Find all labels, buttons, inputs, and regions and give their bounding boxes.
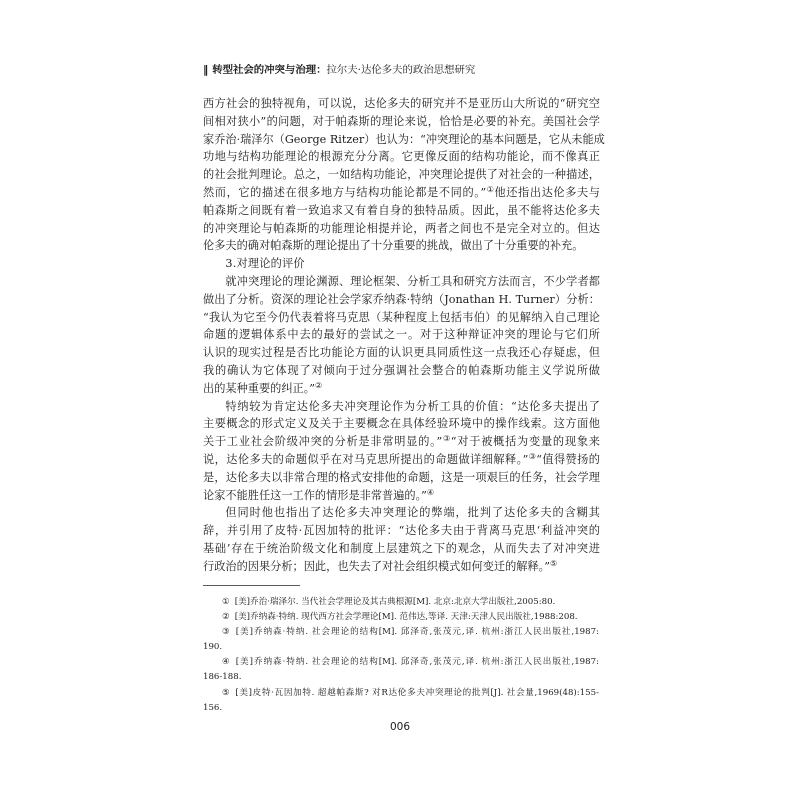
footnote-text: [美]乔纳森·特纳. 社会理论的结构[M]. 邱泽奇,张茂元,译. 杭州:浙江人民出版社,1987: — [235, 626, 599, 637]
paragraph-3 — [203, 398, 600, 505]
body-line: 伦多夫的确对帕森斯的理论提出了十分重要的挑战，做出了十分重要的补充。 — [203, 239, 584, 253]
footnote-ref: ③ — [442, 434, 451, 444]
footnote-continuation: 156. — [203, 702, 223, 713]
footnote-ref: ④ — [426, 487, 434, 497]
body-line: 主要概念的形式定义及关于主要概念在具体经验环境中的操作线索。这方面他 — [203, 417, 600, 431]
text-run: 出的某种重要的纠正。” — [203, 381, 315, 395]
section-heading: 3.对理论的评价 — [225, 257, 305, 271]
text-run: 他还指出达伦多夫与 — [494, 185, 600, 199]
paragraph-2 — [203, 273, 600, 398]
footnote — [203, 655, 599, 670]
running-header — [203, 62, 475, 78]
text-run: 然而，它的描述在很多地方与结构功能论都是不同的。” — [203, 185, 487, 199]
footnote-divider — [203, 585, 300, 586]
body-line: 认识的现实过程是否比功能论方面的认识更具同质性这一点我还心存疑虑，但 — [203, 346, 600, 360]
body-line: 命题的逻辑体系中去的最好的尝试之一。对于这种辩证冲突的理论与它们所 — [203, 328, 600, 342]
body-line — [203, 380, 600, 398]
footnote-continuation: 186-188. — [203, 672, 242, 683]
header-bar-mark: ‖ — [203, 64, 209, 76]
text-run: 论家不能胜任这一工作的情形是非常普遍的。” — [203, 488, 427, 502]
footnote-text: [美]乔纳森·特纳. 社会理论的结构[M]. 邱泽奇,张茂元,译. 杭州:浙江人民出版社,1987: — [235, 657, 599, 668]
body-line: 就冲突理论的理论渊源、理论框架、分析工具和研究方法而言，不少学者都 — [225, 274, 600, 288]
text-run: “值得赞扬的 — [536, 452, 600, 466]
body-line: 西方社会的独特视角，可以说，达伦多夫的研究并不是亚历山大所说的“研究空 — [203, 97, 600, 110]
footnote — [203, 610, 599, 625]
footnote — [203, 686, 599, 701]
footnote-ref: ② — [315, 380, 323, 390]
body-line — [203, 558, 600, 576]
footnote-mark: ④ — [222, 657, 231, 668]
text-run: “对于被概括为变量的现象来 — [450, 435, 600, 449]
body-line: 家乔治·瑞泽尔（George Ritzer）也认为：“冲突理论的基本问题是，它从未能成 — [203, 132, 605, 146]
body-line — [203, 184, 600, 202]
footnote-continuation: 190. — [203, 642, 223, 653]
body-line: 功地与结构功能理论的根源充分分离。它更像反面的结构功能论，而不像真正 — [203, 150, 600, 164]
paragraph-4 — [203, 504, 600, 575]
body-line — [203, 451, 600, 469]
footnote-mark: ⑤ — [222, 687, 231, 698]
footnote — [203, 595, 599, 610]
body-line: 间相对狭小”的问题，对于帕森斯的理论来说，恰恰是必要的补充。美国社会学 — [203, 114, 600, 128]
body-line: 我的确认为它体现了对倾向于过分强调社会整合的帕森斯功能主义学说所做 — [203, 363, 600, 377]
body-line: 的社会批判理论。总之，一如结构功能论，冲突理论提供了对社会的一种描述， — [203, 168, 600, 182]
body-line: “我认为它至今仍代表着将马克思（某种程度上包括韦伯）的见解纳入自己理论 — [203, 310, 600, 324]
body-text — [203, 95, 605, 576]
footnotes — [203, 595, 599, 717]
body-line — [203, 487, 600, 505]
text-run: 关于工业社会阶级冲突的分析是非常明显的。” — [203, 435, 443, 449]
footnote-ref: ⑤ — [549, 558, 557, 568]
body-line: 做出了分析。资深的理论社会学家乔纳森·特纳（Jonathan H. Turner）分析： — [203, 292, 600, 306]
body-line: 特纳较为肯定达伦多夫冲突理论作为分析工具的价值：“达伦多夫提出了 — [225, 399, 600, 413]
body-line: 辞，并引用了皮特·瓦因加特的批评：“达伦多夫由于背离马克思‘利益冲突的 — [203, 524, 600, 538]
body-line — [203, 433, 600, 451]
text-run: 说，达伦多夫的命题似乎在对马克思所提出的命题做详细解释。” — [203, 452, 529, 466]
footnote-text: [美]乔纳森·特纳. 现代西方社会学理论[M]. 范伟达,等译. 天津:天津人民出版社,1988:208. — [234, 611, 578, 622]
footnote-ref: ① — [486, 185, 495, 195]
body-line: 基础’存在于统治阶级文化和制度上层建筑之下的观念，从而失去了对冲突进 — [203, 541, 600, 555]
footnote — [203, 625, 599, 640]
footnote-ref: ③ — [528, 452, 537, 462]
paragraph-1 — [203, 95, 605, 255]
footnote-mark: ① — [222, 596, 230, 607]
footnote-mark: ③ — [222, 626, 231, 637]
footnote-text: [美]皮特·瓦因加特. 超越帕森斯? 对R达伦多夫冲突理论的批判[J]. 社会量,1969(48):155- — [235, 687, 599, 698]
header-subtitle: 拉尔夫·达伦多夫的政治思想研究 — [326, 64, 476, 76]
body-line: 帕森斯之间既有着一致追求又有着自身的独特品质。因此，虽不能将达伦多夫 — [203, 203, 600, 217]
text-run: 行政治的因果分析；因此，也失去了对社会组织模式如何变迁的解释。” — [203, 559, 550, 573]
footnote-mark: ② — [222, 611, 230, 622]
body-line: 的冲突理论与帕森斯的功能理论相提并论，两者之间也不是完全对立的。但达 — [203, 221, 600, 235]
page-number: 006 — [389, 721, 411, 733]
footnote-text: [美]乔治·瑞泽尔. 当代社会学理论及其古典根源[M]. 北京:北京大学出版社,2005:80. — [234, 596, 556, 607]
header-title: 转型社会的冲突与治理： — [212, 64, 327, 76]
body-line: 是，达伦多夫以非常合理的格式安排他的命题，这是一项艰巨的任务，社会学理 — [203, 470, 600, 484]
body-line: 但同时他也指出了达伦多夫冲突理论的弊端，批判了达伦多夫的含糊其 — [225, 506, 600, 520]
